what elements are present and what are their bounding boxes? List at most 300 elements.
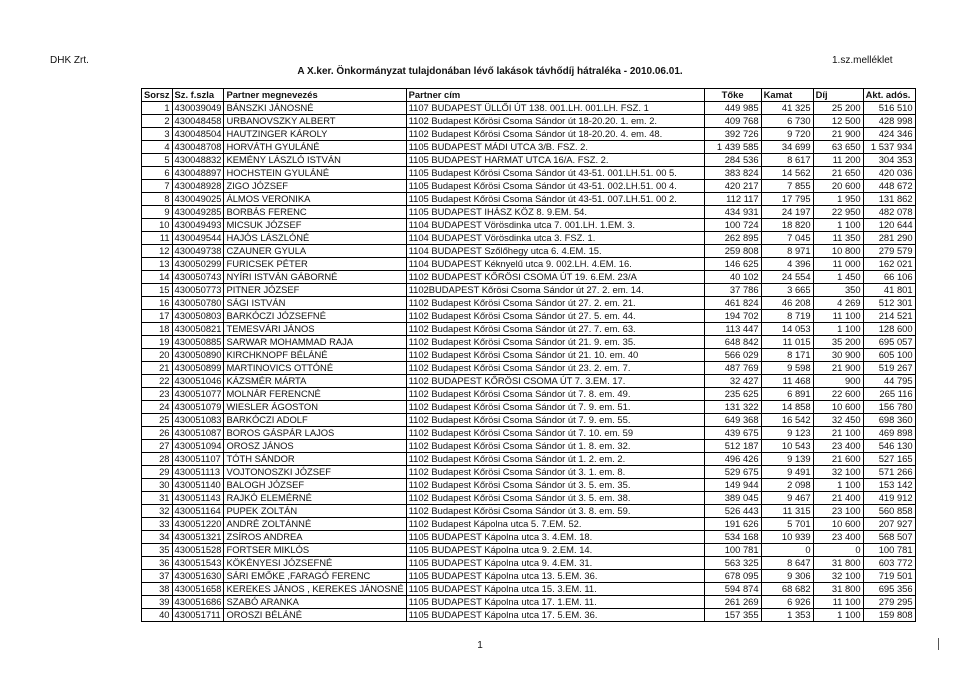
cell-fee: 1 100	[813, 323, 863, 336]
cell-row-number: 18	[142, 323, 173, 336]
cell-row-number: 39	[142, 596, 173, 609]
table-row	[142, 479, 916, 492]
cell-row-number: 8	[142, 193, 173, 206]
cell-current-debt: 281 290	[863, 232, 915, 245]
column-header-partner-address: Partner cím	[406, 89, 704, 102]
cell-row-number: 6	[142, 167, 173, 180]
cell-fee: 21 900	[813, 128, 863, 141]
cell-partner-name: KIRCHKNOPF BÉLÁNÉ	[224, 349, 406, 362]
cell-principal: 40 102	[704, 271, 761, 284]
cell-interest: 9 467	[761, 492, 813, 505]
cell-fee: 21 650	[813, 167, 863, 180]
cell-partner-name: BOROS GÁSPÁR LAJOS	[224, 427, 406, 440]
cell-account-number: 430048708	[172, 141, 224, 154]
cell-partner-address: 1102 Budapest Kápolna utca 5. 7.EM. 52.	[406, 518, 704, 531]
cell-fee: 25 200	[813, 102, 863, 115]
table-row	[142, 336, 916, 349]
cell-principal: 529 675	[704, 466, 761, 479]
cell-row-number: 38	[142, 583, 173, 596]
cell-partner-address: 1105 BUDAPEST IHÁSZ KÖZ 8. 9.EM. 54.	[406, 206, 704, 219]
cell-partner-name: KÁZSMÉR MÁRTA	[224, 375, 406, 388]
cell-row-number: 22	[142, 375, 173, 388]
table-row	[142, 102, 916, 115]
cell-partner-address: 1102 Budapest Kőrösi Csoma Sándor út 21. 9. em. 35.	[406, 336, 704, 349]
cell-row-number: 15	[142, 284, 173, 297]
cell-principal: 146 625	[704, 258, 761, 271]
cell-partner-name: KEREKES JÁNOS , KEREKES JÁNOSNÉ	[224, 583, 406, 596]
cell-fee: 11 000	[813, 258, 863, 271]
cell-interest: 8 971	[761, 245, 813, 258]
cell-partner-name: FORTSER MIKLÓS	[224, 544, 406, 557]
cell-partner-name: BARKÓCZI ADOLF	[224, 414, 406, 427]
cell-fee: 11 100	[813, 596, 863, 609]
cell-partner-name: KEMÉNY LÁSZLÓ ISTVÁN	[224, 154, 406, 167]
table-row	[142, 219, 916, 232]
cell-fee: 21 400	[813, 492, 863, 505]
cell-account-number: 430049285	[172, 206, 224, 219]
cell-interest: 6 926	[761, 596, 813, 609]
cell-interest: 5 701	[761, 518, 813, 531]
cell-fee: 23 400	[813, 531, 863, 544]
cell-interest: 11 315	[761, 505, 813, 518]
cell-row-number: 27	[142, 440, 173, 453]
cell-partner-name: HORVÁTH GYULÁNÉ	[224, 141, 406, 154]
cell-current-debt: 304 353	[863, 154, 915, 167]
cell-current-debt: 100 781	[863, 544, 915, 557]
cell-fee: 20 600	[813, 180, 863, 193]
cell-principal: 439 675	[704, 427, 761, 440]
cell-current-debt: 265 116	[863, 388, 915, 401]
table-row	[142, 518, 916, 531]
cell-principal: 262 895	[704, 232, 761, 245]
column-header-principal: Tőke	[704, 89, 761, 102]
column-header-current-debt: Akt. adós.	[863, 89, 915, 102]
cell-partner-name: ÁLMOS VERONIKA	[224, 193, 406, 206]
cell-current-debt: 519 267	[863, 362, 915, 375]
cell-interest: 3 665	[761, 284, 813, 297]
cell-principal: 648 842	[704, 336, 761, 349]
cell-row-number: 2	[142, 115, 173, 128]
cell-current-debt: 603 772	[863, 557, 915, 570]
cell-account-number: 430048928	[172, 180, 224, 193]
cell-account-number: 430050780	[172, 297, 224, 310]
cell-partner-name: SÁRI EMŐKE ,FARAGÓ FERENC	[224, 570, 406, 583]
cell-row-number: 23	[142, 388, 173, 401]
column-header-row-number: Sorsz	[142, 89, 173, 102]
cell-fee: 350	[813, 284, 863, 297]
cell-partner-address: 1102 Budapest Kőrösi Csoma Sándor út 1. 2. em. 2.	[406, 453, 704, 466]
cell-current-debt: 41 801	[863, 284, 915, 297]
cell-fee: 30 900	[813, 349, 863, 362]
cell-principal: 449 985	[704, 102, 761, 115]
cell-partner-address: 1104 BUDAPEST Vörösdinka utca 7. 001.LH. 1.EM. 3.	[406, 219, 704, 232]
cell-partner-address: 1102BUDAPEST Kőrösi Csoma Sándor út 27. 2. em. 14.	[406, 284, 704, 297]
cell-interest: 8 171	[761, 349, 813, 362]
cell-interest: 0	[761, 544, 813, 557]
cell-partner-address: 1105 Budapest Kőrösi Csoma Sándor út 43-51. 007.LH.51. 00 2.	[406, 193, 704, 206]
cell-fee: 1 100	[813, 219, 863, 232]
cell-principal: 32 427	[704, 375, 761, 388]
cell-fee: 32 100	[813, 570, 863, 583]
table-row	[142, 544, 916, 557]
cell-fee: 31 800	[813, 557, 863, 570]
cell-partner-name: ZIGO JÓZSEF	[224, 180, 406, 193]
cell-partner-address: 1102 Budapest Kőrösi Csoma Sándor út 3. 5. em. 38.	[406, 492, 704, 505]
cell-partner-name: HAJÓS LÁSZLÓNÉ	[224, 232, 406, 245]
cell-account-number: 430051711	[172, 609, 224, 622]
cell-row-number: 16	[142, 297, 173, 310]
table-row	[142, 362, 916, 375]
cell-current-debt: 1 537 934	[863, 141, 915, 154]
cell-partner-name: NYÍRI ISTVÁN GÁBORNÉ	[224, 271, 406, 284]
cell-interest: 9 491	[761, 466, 813, 479]
cell-partner-name: SÁGI ISTVÁN	[224, 297, 406, 310]
cell-row-number: 28	[142, 453, 173, 466]
cell-row-number: 10	[142, 219, 173, 232]
cell-account-number: 430048897	[172, 167, 224, 180]
arrears-table	[141, 88, 916, 622]
cell-principal: 434 931	[704, 206, 761, 219]
cell-partner-address: 1107 BUDAPEST ÜLLŐI ÚT 138. 001.LH. 001.LH. FSZ. 1	[406, 102, 704, 115]
cell-account-number: 430051630	[172, 570, 224, 583]
cell-partner-name: HOCHSTEIN GYULÁNÉ	[224, 167, 406, 180]
cell-row-number: 3	[142, 128, 173, 141]
cell-principal: 131 322	[704, 401, 761, 414]
cell-current-debt: 162 021	[863, 258, 915, 271]
cell-current-debt: 120 644	[863, 219, 915, 232]
cell-fee: 1 450	[813, 271, 863, 284]
cell-row-number: 25	[142, 414, 173, 427]
cell-fee: 63 650	[813, 141, 863, 154]
cell-partner-address: 1102 Budapest Kőrösi Csoma Sándor út 3. 8. em. 59.	[406, 505, 704, 518]
cell-current-debt: 571 266	[863, 466, 915, 479]
table-row	[142, 115, 916, 128]
cell-partner-name: BARKÓCZI JÓZSEFNÉ	[224, 310, 406, 323]
table-row	[142, 258, 916, 271]
table-row	[142, 310, 916, 323]
cell-partner-address: 1102 Budapest Kőrösi Csoma Sándor út 27. 2. em. 21.	[406, 297, 704, 310]
cell-partner-address: 1105 Budapest Kőrösi Csoma Sándor út 43-51. 001.LH.51. 00 5.	[406, 167, 704, 180]
cell-fee: 32 450	[813, 414, 863, 427]
table-row	[142, 154, 916, 167]
cell-principal: 284 536	[704, 154, 761, 167]
cell-account-number: 430051321	[172, 531, 224, 544]
cell-partner-address: 1102 Budapest Kőrösi Csoma Sándor út 18-20.20. 1. em. 2.	[406, 115, 704, 128]
cell-row-number: 19	[142, 336, 173, 349]
cell-current-debt: 279 295	[863, 596, 915, 609]
cell-current-debt: 719 501	[863, 570, 915, 583]
cell-principal: 1 439 585	[704, 141, 761, 154]
table-row	[142, 531, 916, 544]
cell-row-number: 35	[142, 544, 173, 557]
cell-interest: 6 891	[761, 388, 813, 401]
cell-partner-name: BALOGH JÓZSEF	[224, 479, 406, 492]
cell-account-number: 430049493	[172, 219, 224, 232]
page-number: 1	[477, 640, 483, 651]
cell-interest: 1 353	[761, 609, 813, 622]
cell-partner-name: PITNER JÓZSEF	[224, 284, 406, 297]
cell-row-number: 17	[142, 310, 173, 323]
table-row	[142, 414, 916, 427]
cell-current-debt: 424 346	[863, 128, 915, 141]
column-header-fee: Díj	[813, 89, 863, 102]
cell-interest: 9 139	[761, 453, 813, 466]
cell-fee: 12 500	[813, 115, 863, 128]
cell-interest: 46 208	[761, 297, 813, 310]
cell-principal: 100 781	[704, 544, 761, 557]
cell-row-number: 32	[142, 505, 173, 518]
cell-principal: 37 786	[704, 284, 761, 297]
table-row	[142, 440, 916, 453]
cell-interest: 14 053	[761, 323, 813, 336]
cell-account-number: 430051543	[172, 557, 224, 570]
table-header-row	[142, 89, 916, 102]
cell-account-number: 430050803	[172, 310, 224, 323]
cell-partner-name: TEMESVÁRI JÁNOS	[224, 323, 406, 336]
cell-account-number: 430051220	[172, 518, 224, 531]
cell-account-number: 430051686	[172, 596, 224, 609]
cell-current-debt: 546 130	[863, 440, 915, 453]
cell-fee: 10 800	[813, 245, 863, 258]
cell-account-number: 430048832	[172, 154, 224, 167]
cell-principal: 235 625	[704, 388, 761, 401]
cell-current-debt: 44 795	[863, 375, 915, 388]
cell-interest: 7 855	[761, 180, 813, 193]
cell-current-debt: 428 998	[863, 115, 915, 128]
cell-row-number: 40	[142, 609, 173, 622]
cell-partner-name: URBANOVSZKY ALBERT	[224, 115, 406, 128]
cell-principal: 566 029	[704, 349, 761, 362]
cell-current-debt: 128 600	[863, 323, 915, 336]
cell-partner-name: MARTINOVICS OTTÓNÉ	[224, 362, 406, 375]
cell-interest: 14 858	[761, 401, 813, 414]
table-row	[142, 596, 916, 609]
cell-interest: 9 123	[761, 427, 813, 440]
cell-row-number: 5	[142, 154, 173, 167]
cell-partner-name: PUPEK ZOLTÁN	[224, 505, 406, 518]
cell-interest: 11 468	[761, 375, 813, 388]
cell-principal: 112 117	[704, 193, 761, 206]
company-name: DHK Zrt.	[50, 55, 89, 66]
cell-fee: 1 100	[813, 479, 863, 492]
cell-partner-name: ZSÍROS ANDREA	[224, 531, 406, 544]
cell-account-number: 430051079	[172, 401, 224, 414]
cell-partner-name: WIESLER ÁGOSTON	[224, 401, 406, 414]
cell-partner-address: 1102 Budapest Kőrösi Csoma Sándor út 7. 9. em. 51.	[406, 401, 704, 414]
cell-fee: 21 100	[813, 427, 863, 440]
cell-current-debt: 66 106	[863, 271, 915, 284]
table-row	[142, 284, 916, 297]
cell-fee: 900	[813, 375, 863, 388]
cell-row-number: 31	[142, 492, 173, 505]
cell-interest: 41 325	[761, 102, 813, 115]
cell-current-debt: 159 808	[863, 609, 915, 622]
cell-partner-name: SZABÓ ARANKA	[224, 596, 406, 609]
cell-current-debt: 448 672	[863, 180, 915, 193]
cell-current-debt: 420 036	[863, 167, 915, 180]
cell-interest: 2 098	[761, 479, 813, 492]
cell-current-debt: 153 142	[863, 479, 915, 492]
cell-row-number: 24	[142, 401, 173, 414]
cell-partner-address: 1104 BUDAPEST Vörösdinka utca 3. FSZ. 1.	[406, 232, 704, 245]
cell-row-number: 14	[142, 271, 173, 284]
cell-principal: 534 168	[704, 531, 761, 544]
cell-partner-address: 1105 Budapest Kőrösi Csoma Sándor út 43-51. 002.LH.51. 00 4.	[406, 180, 704, 193]
cell-partner-name: HAUTZINGER KÁROLY	[224, 128, 406, 141]
cell-fee: 21 600	[813, 453, 863, 466]
cell-partner-name: CZAUNER GYULA	[224, 245, 406, 258]
cell-account-number: 430050885	[172, 336, 224, 349]
cell-partner-address: 1105 BUDAPEST Kápolna utca 9. 4.EM. 31.	[406, 557, 704, 570]
table-row	[142, 245, 916, 258]
cell-partner-address: 1102 Budapest Kőrösi Csoma Sándor út 18-20.20. 4. em. 48.	[406, 128, 704, 141]
attachment-label: 1.sz.melléklet	[832, 55, 893, 66]
cell-partner-address: 1102 Budapest Kőrösi Csoma Sándor út 7. 8. em. 49.	[406, 388, 704, 401]
cell-current-debt: 482 078	[863, 206, 915, 219]
cell-row-number: 7	[142, 180, 173, 193]
cell-principal: 194 702	[704, 310, 761, 323]
cell-interest: 8 647	[761, 557, 813, 570]
cell-partner-name: SARWAR MOHAMMAD RAJA	[224, 336, 406, 349]
cell-current-debt: 695 057	[863, 336, 915, 349]
cell-principal: 191 626	[704, 518, 761, 531]
cell-principal: 259 808	[704, 245, 761, 258]
cell-account-number: 430050743	[172, 271, 224, 284]
cell-fee: 1 950	[813, 193, 863, 206]
cell-row-number: 1	[142, 102, 173, 115]
cell-interest: 9 306	[761, 570, 813, 583]
column-header-account-number: Sz. f.szla	[172, 89, 224, 102]
cell-partner-address: 1105 BUDAPEST HARMAT UTCA 16/A. FSZ. 2.	[406, 154, 704, 167]
cell-account-number: 430049738	[172, 245, 224, 258]
cell-interest: 68 682	[761, 583, 813, 596]
table-row	[142, 349, 916, 362]
cell-partner-name: MICSUK JÓZSEF	[224, 219, 406, 232]
cell-current-debt: 698 360	[863, 414, 915, 427]
cell-partner-address: 1105 BUDAPEST MÁDI UTCA 3/B. FSZ. 2.	[406, 141, 704, 154]
cell-row-number: 26	[142, 427, 173, 440]
cell-account-number: 430051087	[172, 427, 224, 440]
cell-row-number: 13	[142, 258, 173, 271]
cell-interest: 17 795	[761, 193, 813, 206]
cell-current-debt: 207 927	[863, 518, 915, 531]
cell-partner-address: 1102 Budapest Kőrösi Csoma Sándor út 7. 9. em. 55.	[406, 414, 704, 427]
cell-account-number: 430049544	[172, 232, 224, 245]
cell-partner-name: KÖKÉNYESI JÓZSEFNÉ	[224, 557, 406, 570]
cell-partner-name: ANDRÉ ZOLTÁNNÉ	[224, 518, 406, 531]
cell-current-debt: 214 521	[863, 310, 915, 323]
cell-account-number: 430051140	[172, 479, 224, 492]
cell-partner-address: 1102 Budapest Kőrösi Csoma Sándor út 27. 7. em. 63.	[406, 323, 704, 336]
cell-account-number: 430051083	[172, 414, 224, 427]
cell-partner-address: 1104 BUDAPEST Szőlőhegy utca 6. 4.EM. 15.	[406, 245, 704, 258]
cell-partner-name: RAJKÓ ELEMÉRNÉ	[224, 492, 406, 505]
table-row	[142, 206, 916, 219]
cell-partner-address: 1102 Budapest Kőrösi Csoma Sándor út 23. 2. em. 7.	[406, 362, 704, 375]
cell-row-number: 11	[142, 232, 173, 245]
cell-principal: 526 443	[704, 505, 761, 518]
cell-partner-address: 1102 BUDAPEST KŐRÖSI CSOMA ÚT 7. 3.EM. 17.	[406, 375, 704, 388]
cell-account-number: 430051107	[172, 453, 224, 466]
table-row	[142, 167, 916, 180]
cell-current-debt: 131 862	[863, 193, 915, 206]
cell-account-number: 430050899	[172, 362, 224, 375]
cell-current-debt: 469 898	[863, 427, 915, 440]
cell-partner-address: 1102 Budapest Kőrösi Csoma Sándor út 3. 5. em. 35.	[406, 479, 704, 492]
table-row	[142, 453, 916, 466]
cell-interest: 16 542	[761, 414, 813, 427]
cell-fee: 11 350	[813, 232, 863, 245]
cell-account-number: 430051077	[172, 388, 224, 401]
cell-partner-address: 1105 BUDAPEST Kápolna utca 3. 4.EM. 18.	[406, 531, 704, 544]
column-header-partner-name: Partner megnevezés	[224, 89, 406, 102]
table-row	[142, 583, 916, 596]
cell-principal: 261 269	[704, 596, 761, 609]
cell-principal: 392 726	[704, 128, 761, 141]
table-row	[142, 505, 916, 518]
cell-fee: 4 269	[813, 297, 863, 310]
cell-principal: 157 355	[704, 609, 761, 622]
cell-interest: 18 820	[761, 219, 813, 232]
cell-interest: 10 543	[761, 440, 813, 453]
cell-account-number: 430049025	[172, 193, 224, 206]
cell-account-number: 430050299	[172, 258, 224, 271]
cell-current-debt: 568 507	[863, 531, 915, 544]
cell-principal: 594 874	[704, 583, 761, 596]
cell-row-number: 36	[142, 557, 173, 570]
cell-fee: 23 100	[813, 505, 863, 518]
cell-principal: 496 426	[704, 453, 761, 466]
cell-account-number: 430051113	[172, 466, 224, 479]
cell-fee: 10 600	[813, 401, 863, 414]
table-row	[142, 570, 916, 583]
cell-interest: 4 396	[761, 258, 813, 271]
cell-partner-address: 1105 BUDAPEST Kápolna utca 17. 1.EM. 11.	[406, 596, 704, 609]
cell-account-number: 430051528	[172, 544, 224, 557]
cell-partner-name: OROSZ JÁNOS	[224, 440, 406, 453]
cell-partner-address: 1102 Budapest Kőrösi Csoma Sándor út 27. 5. em. 44.	[406, 310, 704, 323]
table-body	[142, 102, 916, 622]
cell-partner-address: 1105 BUDAPEST Kápolna utca 13. 5.EM. 36.	[406, 570, 704, 583]
cell-interest: 11 015	[761, 336, 813, 349]
table-row	[142, 466, 916, 479]
cell-fee: 21 900	[813, 362, 863, 375]
table-row	[142, 232, 916, 245]
cell-interest: 10 939	[761, 531, 813, 544]
cell-row-number: 34	[142, 531, 173, 544]
cell-partner-name: VOJTONOSZKI JÓZSEF	[224, 466, 406, 479]
cell-account-number: 430051094	[172, 440, 224, 453]
table-row	[142, 375, 916, 388]
table-row	[142, 557, 916, 570]
cell-principal: 420 217	[704, 180, 761, 193]
cell-partner-address: 1105 BUDAPEST Kápolna utca 15. 3.EM. 11.	[406, 583, 704, 596]
cell-current-debt: 512 301	[863, 297, 915, 310]
cell-partner-name: BÁNSZKI JÁNOSNÉ	[224, 102, 406, 115]
cell-current-debt: 516 510	[863, 102, 915, 115]
cell-row-number: 12	[142, 245, 173, 258]
cell-fee: 11 200	[813, 154, 863, 167]
cell-fee: 22 950	[813, 206, 863, 219]
cell-interest: 24 554	[761, 271, 813, 284]
cell-account-number: 430048458	[172, 115, 224, 128]
cell-partner-name: TÓTH SÁNDOR	[224, 453, 406, 466]
cell-partner-name: BORBÁS FERENC	[224, 206, 406, 219]
cell-fee: 10 600	[813, 518, 863, 531]
cell-row-number: 29	[142, 466, 173, 479]
cell-fee: 32 100	[813, 466, 863, 479]
cell-fee: 35 200	[813, 336, 863, 349]
